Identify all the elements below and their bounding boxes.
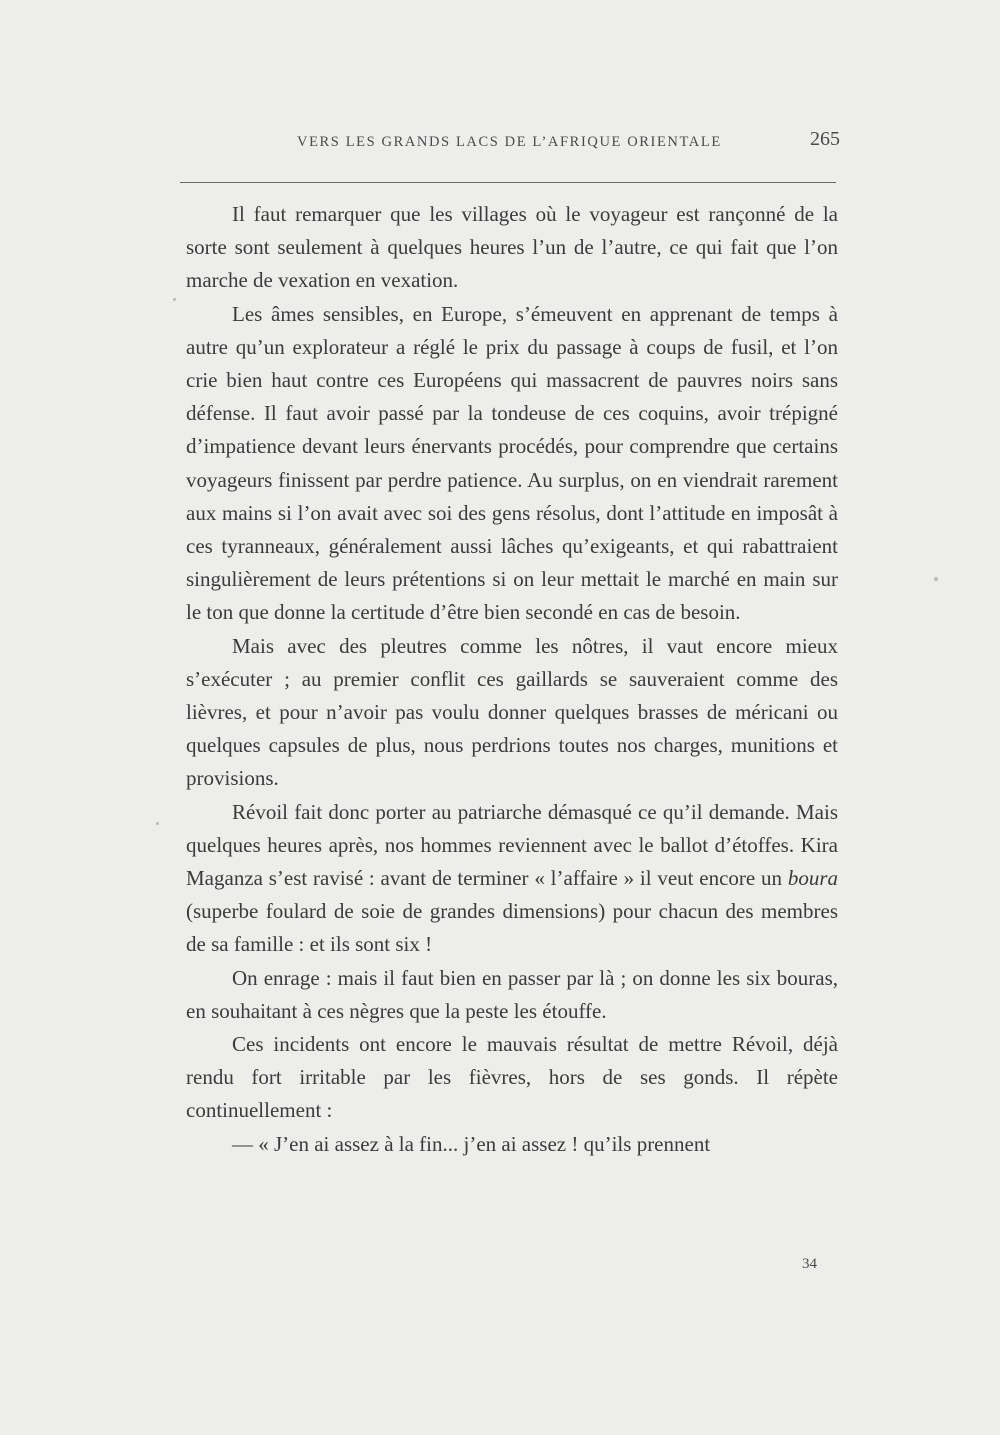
running-title: VERS LES GRANDS LACS DE L’AFRIQUE ORIENTALE (297, 134, 722, 150)
paper-blemish (173, 298, 176, 301)
italic-term: boura (787, 866, 838, 891)
paragraph-text: Révoil fait donc porter au patriarche démasqué ce qu’il demande. Mais quelques heures après, nos hommes reviennent avec le ballot d’étoffes. Kira Maganza s’est ravisé : avant de terminer « l’affaire » il veut encore un (186, 799, 838, 891)
body-text (186, 198, 838, 1161)
paper-blemish (156, 822, 159, 825)
signature-mark: 34 (802, 1256, 817, 1272)
paragraph: Il faut remarquer que les villages où le voyageur est rançonné de la sorte sont seulement à quelques heures l’un de l’autre, ce qui fait que l’on marche de vexation en vexation. (186, 202, 838, 293)
header-rule (180, 182, 836, 183)
running-header (180, 128, 840, 158)
paragraph: Ces incidents ont encore le mauvais résultat de mettre Révoil, déjà rendu fort irritable par les fièvres, hors de ses gonds. Il répète continuellement : (186, 1032, 838, 1123)
paper-blemish (934, 577, 938, 581)
paragraph: — « J’en ai assez à la fin... j’en ai assez ! qu’ils prennent (232, 1131, 711, 1156)
paragraph (186, 796, 838, 962)
page-number: 265 (810, 128, 840, 150)
paragraph: Mais avec des pleutres comme les nôtres, il vaut encore mieux s’exécuter ; au premier conflit ces gaillards se sauveraient comme des lièvres, et pour n’avoir pas voulu donner quelques brasses de méricani ou quelques capsules de plus, nous perdrions toutes nos charges, munitions et provisions. (186, 633, 838, 791)
paragraph: On enrage : mais il faut bien en passer par là ; on donne les six bouras, en souhaitant à ces nègres que la peste les étouffe. (186, 965, 838, 1023)
paragraph: Les âmes sensibles, en Europe, s’émeuvent en apprenant de temps à autre qu’un explorateur a réglé le prix du passage à coups de fusil, et l’on crie bien haut contre ces Européens qui massacrent de pauvres noirs sans défense. Il faut avoir passé par la tondeuse de ces coquins, avoir trépigné d’impatience devant leurs énervants procédés, pour comprendre que certains voyageurs finissent par perdre patience. Au surplus, on en viendrait rarement aux mains si l’on avait avec soi des gens résolus, dont l’attitude en imposât à ces tyranneaux, généralement aussi lâches qu’exigeants, et qui rabattraient singulièrement de leurs prétentions si on leur mettait le marché en main sur le ton que donne la certitude d’être bien secondé en cas de besoin. (186, 301, 838, 625)
paragraph-text: (superbe foulard de soie de grandes dimensions) pour chacun des membres de sa famille : et ils sont six ! (186, 899, 838, 957)
